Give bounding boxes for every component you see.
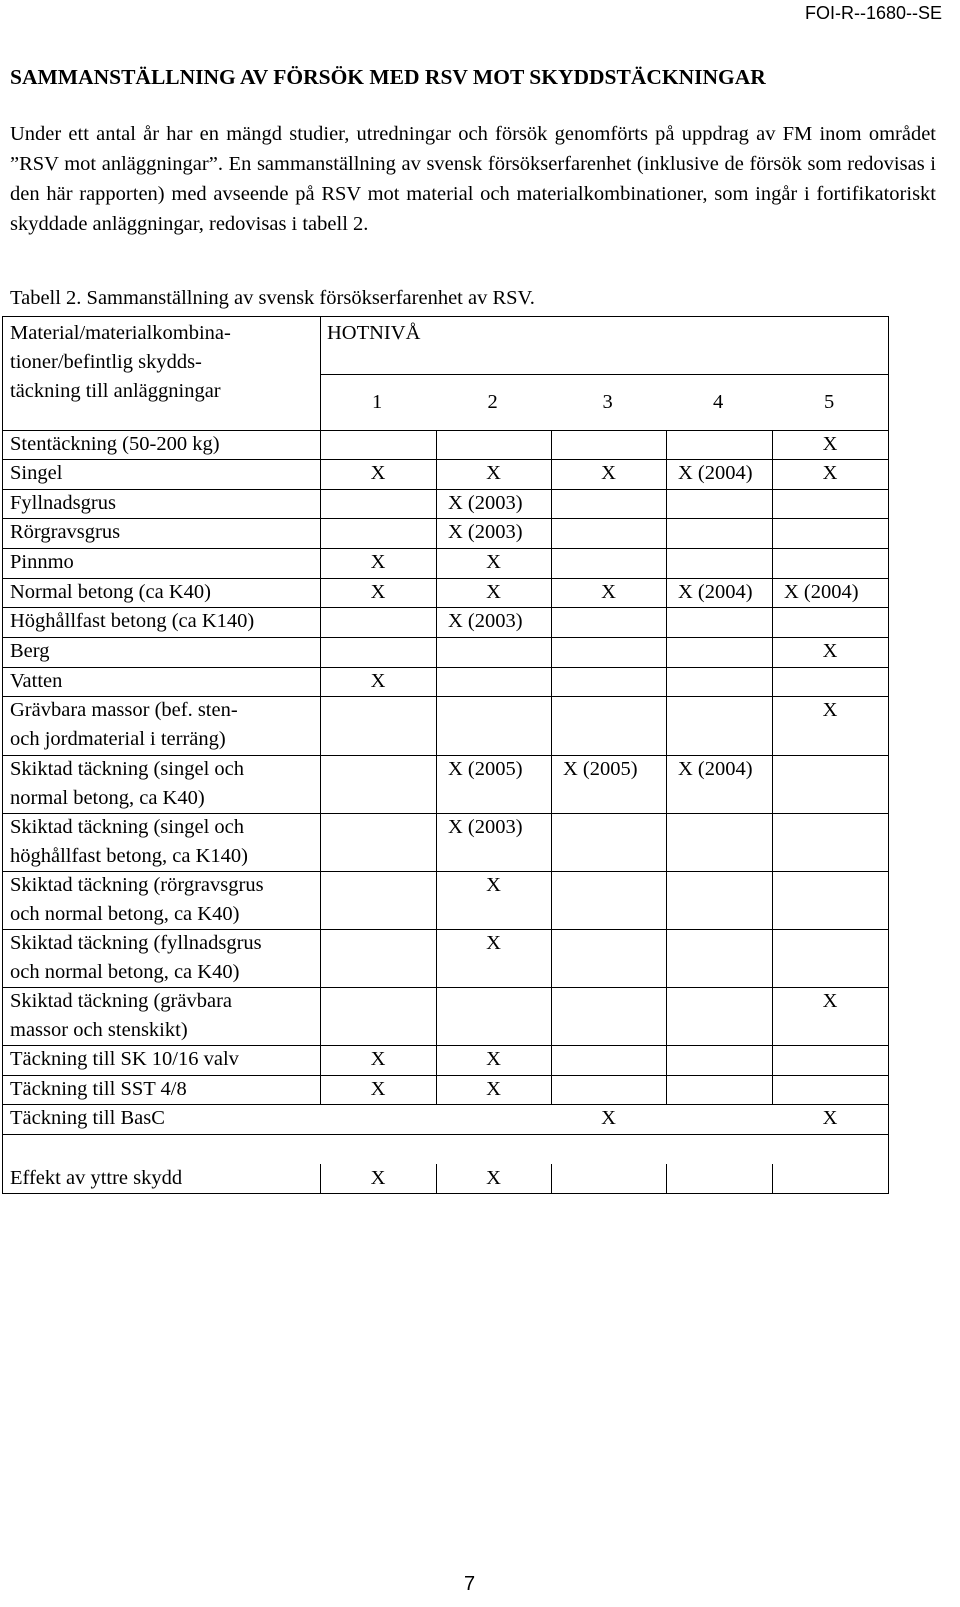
row-label: Täckning till BasC <box>10 1107 165 1129</box>
table-cell: X <box>370 581 386 603</box>
row-label: Skiktad täckning (fyllnadsgrus <box>10 932 262 954</box>
row-label: Täckning till SST 4/8 <box>10 1078 187 1100</box>
table-cell: X <box>486 1078 501 1100</box>
table-cell: X <box>486 932 501 954</box>
column-line <box>666 755 667 813</box>
section-heading: SAMMANSTÄLLNING AV FÖRSÖK MED RSV MOT SKYDDSTÄCKNINGAR <box>10 65 766 89</box>
column-line <box>666 489 667 518</box>
table-cell: X <box>822 640 838 662</box>
column-line <box>320 929 321 987</box>
row-divider <box>2 637 888 638</box>
column-line <box>320 1075 321 1104</box>
column-line <box>320 1045 321 1075</box>
column-line <box>666 1164 667 1193</box>
column-line <box>772 667 773 696</box>
column-line <box>772 987 773 1045</box>
row-label: Berg <box>10 640 50 662</box>
row-label: Vatten <box>10 670 63 692</box>
column-line <box>772 489 773 518</box>
page-number: 7 <box>464 1573 476 1595</box>
row-label: Pinnmo <box>10 551 74 573</box>
table-border-top <box>2 316 889 317</box>
table-cell: X (2003) <box>448 816 523 838</box>
level-header: 2 <box>487 391 498 413</box>
column-line <box>772 518 773 548</box>
table-cell: X <box>370 1167 386 1189</box>
column-line <box>320 518 321 548</box>
column-line <box>320 489 321 518</box>
column-line <box>551 929 552 987</box>
header-column-line <box>320 316 321 430</box>
column-line <box>436 1164 437 1193</box>
column-line <box>436 871 437 929</box>
row-divider <box>2 1134 888 1135</box>
column-line <box>320 578 321 607</box>
column-line <box>320 1164 321 1193</box>
header-divider <box>320 374 888 375</box>
table-cell: X <box>370 1048 386 1070</box>
column-line <box>772 929 773 987</box>
table-cell: X <box>601 462 616 484</box>
column-line <box>320 459 321 489</box>
column-line <box>772 459 773 489</box>
column-line <box>666 607 667 637</box>
table-border-right <box>888 316 889 1194</box>
table-cell: X <box>486 874 501 896</box>
column-line <box>551 430 552 459</box>
row-label: Höghållfast betong (ca K140) <box>10 610 255 632</box>
table-cell: X (2005) <box>563 758 638 780</box>
table-cell: X <box>822 1107 838 1129</box>
table-caption: Tabell 2. Sammanställning av svensk försökserfarenhet av RSV. <box>10 287 535 309</box>
table-cell: X <box>370 462 386 484</box>
table-cell: X <box>486 581 501 603</box>
column-line <box>551 755 552 813</box>
column-line <box>436 607 437 637</box>
row-label: Normal betong (ca K40) <box>10 581 211 603</box>
column-line <box>436 430 437 459</box>
experience-table <box>0 316 960 1196</box>
column-line <box>436 489 437 518</box>
table-cell: X <box>486 1048 501 1070</box>
column-line <box>551 696 552 755</box>
column-line <box>551 548 552 578</box>
table-cell: X <box>822 433 838 455</box>
intro-paragraph: Under ett antal år har en mängd studier, utredningar och försök genomförts på uppdrag av FM inom området ”RSV mot anläggningar”. En sammanställning av svensk försökserfarenhet (inklusive de försök som redovisas i den här rapporten) med avseende på RSV mot material och materialkombinationer, som ingår i fortifikatoriskt skyddade anläggningar, redovisas i tabell 2. <box>10 123 936 235</box>
row-divider <box>2 667 888 668</box>
row-label: Skiktad täckning (rörgravsgrus <box>10 874 264 896</box>
column-line <box>436 518 437 548</box>
row-label: Skiktad täckning (singel och <box>10 816 244 838</box>
column-line <box>436 1075 437 1104</box>
table-cell: X (2004) <box>678 581 753 603</box>
column-line <box>772 1045 773 1075</box>
table-cell: X <box>370 551 386 573</box>
row-label: Grävbara massor (bef. sten- <box>10 699 238 721</box>
column-line <box>436 929 437 987</box>
document-id: FOI-R--1680--SE <box>804 3 942 23</box>
column-line <box>772 696 773 755</box>
table-cell: X (2004) <box>678 758 753 780</box>
table-cell: X <box>370 1078 386 1100</box>
table-cell: X <box>486 551 501 573</box>
column-line <box>666 578 667 607</box>
table-cell: X (2004) <box>784 581 859 603</box>
column-line <box>436 1045 437 1075</box>
column-line <box>320 607 321 637</box>
column-line <box>436 696 437 755</box>
column-line <box>551 607 552 637</box>
column-line <box>772 871 773 929</box>
column-line <box>436 667 437 696</box>
level-header: 5 <box>824 391 835 413</box>
table-cell: X <box>822 699 838 721</box>
column-line <box>666 871 667 929</box>
level-header: 3 <box>602 391 613 413</box>
row-label: Fyllnadsgrus <box>10 492 116 514</box>
row-header-line: Material/materialkombina- <box>10 322 231 344</box>
row-label: och normal betong, ca K40) <box>10 903 240 925</box>
table-cell: X (2003) <box>448 610 523 632</box>
column-line <box>551 1164 552 1193</box>
column-line <box>551 518 552 548</box>
table-cell: X (2005) <box>448 758 523 780</box>
column-line <box>436 578 437 607</box>
column-line <box>772 755 773 813</box>
column-line <box>666 1075 667 1104</box>
column-line <box>772 548 773 578</box>
column-line <box>436 755 437 813</box>
column-line <box>666 459 667 489</box>
column-line <box>551 1045 552 1075</box>
row-label: höghållfast betong, ca K140) <box>10 845 248 867</box>
column-line <box>320 813 321 871</box>
column-line <box>551 459 552 489</box>
row-header-line: tioner/befintlig skydds- <box>10 351 202 373</box>
column-line <box>320 637 321 667</box>
column-line <box>666 518 667 548</box>
column-line <box>772 430 773 459</box>
column-line <box>436 548 437 578</box>
column-line <box>666 667 667 696</box>
column-line <box>551 578 552 607</box>
column-line <box>551 813 552 871</box>
column-line <box>320 548 321 578</box>
column-line <box>772 637 773 667</box>
row-divider <box>2 548 888 549</box>
column-line <box>772 578 773 607</box>
row-label: och jordmaterial i terräng) <box>10 728 226 750</box>
column-line <box>320 987 321 1045</box>
table-border-bottom <box>2 1193 889 1194</box>
table-cell: X (2003) <box>448 492 523 514</box>
row-label: Skiktad täckning (grävbara <box>10 990 233 1012</box>
column-line <box>772 1164 773 1193</box>
column-line <box>320 871 321 929</box>
level-header: 4 <box>713 391 724 413</box>
table-cell: X (2004) <box>678 462 753 484</box>
table-cell: X <box>486 462 501 484</box>
column-line <box>551 489 552 518</box>
column-line <box>320 755 321 813</box>
column-line <box>772 1075 773 1104</box>
column-line <box>320 696 321 755</box>
column-line <box>666 548 667 578</box>
row-label: Stentäckning (50-200 kg) <box>10 433 220 455</box>
column-line <box>666 430 667 459</box>
table-cell: X <box>601 581 616 603</box>
row-label: massor och stenskikt) <box>10 1019 188 1041</box>
row-label: Singel <box>10 462 63 484</box>
column-line <box>666 813 667 871</box>
column-line <box>666 696 667 755</box>
column-line <box>551 667 552 696</box>
row-divider <box>2 459 888 460</box>
column-line <box>436 459 437 489</box>
column-line <box>320 667 321 696</box>
table-cell: X <box>601 1107 616 1129</box>
column-line <box>436 637 437 667</box>
column-line <box>666 1045 667 1075</box>
column-line <box>551 637 552 667</box>
row-label: och normal betong, ca K40) <box>10 961 240 983</box>
column-line <box>551 871 552 929</box>
row-header-line: täckning till anläggningar <box>10 380 221 402</box>
row-label: Täckning till SK 10/16 valv <box>10 1048 239 1070</box>
group-header-hotniva: HOTNIVÅ <box>327 322 421 344</box>
column-line <box>666 987 667 1045</box>
row-label: Effekt av yttre skydd <box>10 1167 183 1189</box>
column-line <box>436 813 437 871</box>
column-line <box>772 813 773 871</box>
row-label: normal betong, ca K40) <box>10 787 205 809</box>
table-cell: X <box>822 990 838 1012</box>
column-line <box>551 987 552 1045</box>
row-label: Rörgravsgrus <box>10 521 121 543</box>
column-line <box>666 929 667 987</box>
table-cell: X (2003) <box>448 521 523 543</box>
column-line <box>551 1075 552 1104</box>
column-line <box>320 430 321 459</box>
level-header: 1 <box>372 391 383 413</box>
row-divider <box>2 489 888 490</box>
column-line <box>436 987 437 1045</box>
table-cell: X <box>822 462 838 484</box>
row-divider <box>2 518 888 519</box>
row-label: Skiktad täckning (singel och <box>10 758 244 780</box>
table-cell: X <box>370 670 386 692</box>
table-cell: X <box>486 1167 501 1189</box>
column-line <box>666 637 667 667</box>
column-line <box>772 607 773 637</box>
